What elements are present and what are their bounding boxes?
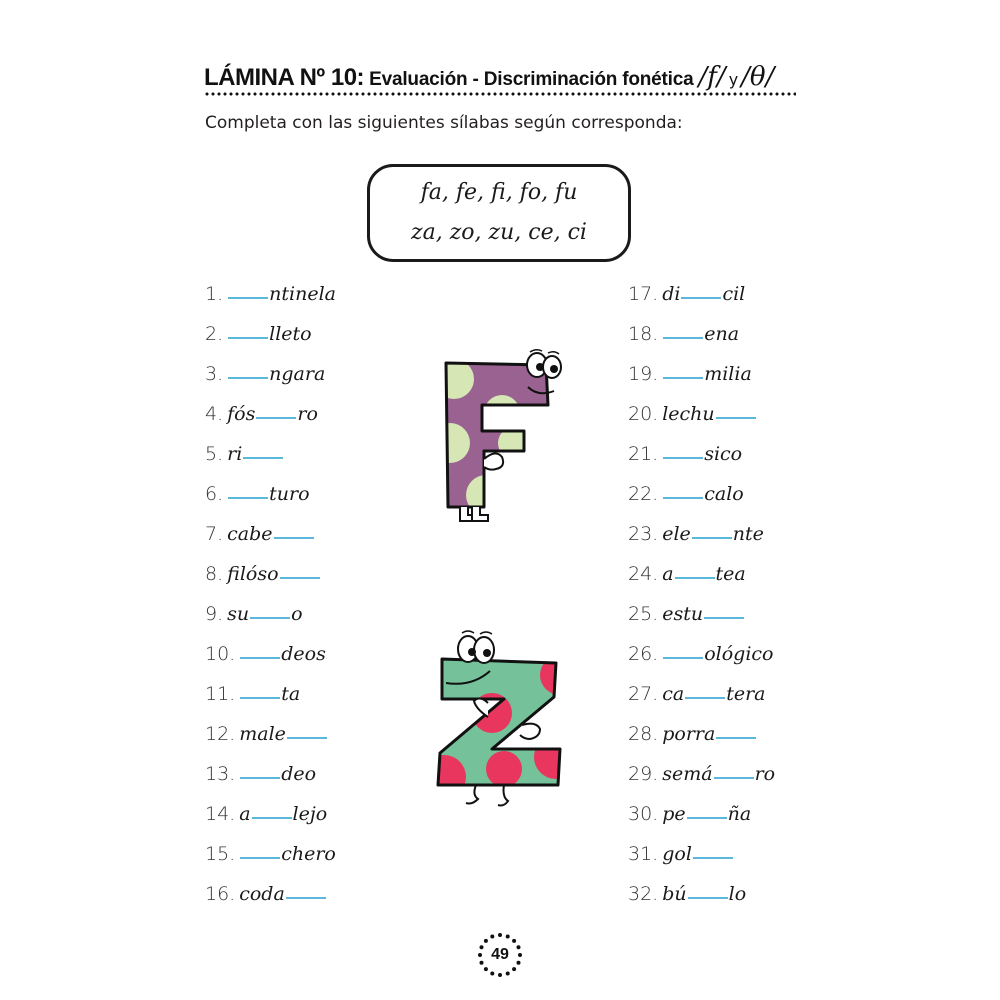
word-suffix: lejo <box>292 803 328 825</box>
exercise-item <box>628 643 775 683</box>
fill-in-blank[interactable] <box>243 457 283 459</box>
instruction-text: Completa con las siguientes sílabas según corresponda: <box>205 113 683 133</box>
title-sub: Evaluación - Discriminación fonética <box>364 69 699 90</box>
fill-in-blank[interactable] <box>228 337 268 339</box>
phoneme-join: y <box>728 70 739 89</box>
fill-in-blank[interactable] <box>228 297 268 299</box>
phoneme-f: /f/ <box>698 62 726 92</box>
exercise-item <box>628 723 775 763</box>
word-suffix: ológico <box>704 643 774 665</box>
fill-in-blank[interactable] <box>252 817 292 819</box>
exercise-number: 32. <box>628 883 659 905</box>
exercise-item <box>205 803 336 843</box>
exercise-number: 24. <box>628 563 659 585</box>
word-prefix: cabe <box>227 523 273 545</box>
word-suffix: ta <box>281 683 301 705</box>
fill-in-blank[interactable] <box>240 777 280 779</box>
word-suffix: calo <box>704 483 744 505</box>
letter-f-character-icon <box>440 345 570 525</box>
syllable-box <box>367 164 631 262</box>
exercise-number: 13. <box>205 763 236 785</box>
word-suffix: cil <box>722 283 746 305</box>
fill-in-blank[interactable] <box>663 657 703 659</box>
exercise-item <box>205 443 336 483</box>
exercise-item <box>628 483 775 523</box>
exercise-number: 10. <box>205 643 236 665</box>
exercise-item <box>628 763 775 803</box>
syllables-z: za, zo, zu, ce, ci <box>411 220 587 245</box>
word-prefix: semá <box>662 763 713 785</box>
fill-in-blank[interactable] <box>287 737 327 739</box>
fill-in-blank[interactable] <box>663 377 703 379</box>
exercise-item <box>205 643 336 683</box>
exercise-item <box>628 403 775 443</box>
exercise-item <box>628 283 775 323</box>
exercise-number: 5. <box>205 443 224 465</box>
fill-in-blank[interactable] <box>688 897 728 899</box>
word-suffix: tera <box>726 683 766 705</box>
word-prefix: male <box>239 723 286 745</box>
word-prefix: ele <box>662 523 691 545</box>
exercise-list-left <box>205 283 336 923</box>
word-suffix: o <box>291 603 303 625</box>
fill-in-blank[interactable] <box>716 737 756 739</box>
fill-in-blank[interactable] <box>228 377 268 379</box>
exercise-number: 6. <box>205 483 224 505</box>
fill-in-blank[interactable] <box>716 417 756 419</box>
exercise-item <box>628 803 775 843</box>
dotted-divider <box>204 92 796 96</box>
word-prefix: di <box>662 283 681 305</box>
exercise-item <box>205 843 336 883</box>
letter-z-character-icon <box>432 625 572 815</box>
fill-in-blank[interactable] <box>286 897 326 899</box>
exercise-item <box>205 683 336 723</box>
fill-in-blank[interactable] <box>240 857 280 859</box>
exercise-number: 3. <box>205 363 224 385</box>
exercise-item <box>628 323 775 363</box>
syllables-f: fa, fe, fi, fo, fu <box>420 180 578 205</box>
exercise-number: 1. <box>205 283 224 305</box>
word-suffix: ntinela <box>269 283 336 305</box>
word-prefix: su <box>227 603 250 625</box>
word-prefix: porra <box>662 723 716 745</box>
word-suffix: deos <box>281 643 326 665</box>
fill-in-blank[interactable] <box>693 857 733 859</box>
exercise-number: 21. <box>628 443 659 465</box>
exercise-item <box>628 363 775 403</box>
word-suffix: nte <box>732 523 764 545</box>
page-title <box>204 62 774 92</box>
exercise-number: 17. <box>628 283 659 305</box>
word-prefix: filóso <box>227 563 279 585</box>
exercise-number: 16. <box>205 883 236 905</box>
word-suffix: ngara <box>269 363 326 385</box>
fill-in-blank[interactable] <box>663 497 703 499</box>
exercise-number: 15. <box>205 843 236 865</box>
fill-in-blank[interactable] <box>256 417 296 419</box>
exercise-number: 14. <box>205 803 236 825</box>
word-suffix: deo <box>281 763 317 785</box>
exercise-item <box>205 403 336 443</box>
exercise-number: 11. <box>205 683 236 705</box>
title-main: LÁMINA Nº 10: <box>204 64 365 91</box>
exercise-item <box>205 563 336 603</box>
word-prefix: a <box>239 803 251 825</box>
word-suffix: lleto <box>269 323 312 345</box>
word-suffix: ena <box>704 323 740 345</box>
exercise-number: 7. <box>205 523 224 545</box>
exercise-list-right <box>628 283 775 923</box>
word-suffix: ro <box>297 403 318 425</box>
exercise-number: 23. <box>628 523 659 545</box>
fill-in-blank[interactable] <box>240 657 280 659</box>
fill-in-blank[interactable] <box>675 577 715 579</box>
exercise-item <box>205 323 336 363</box>
exercise-number: 20. <box>628 403 659 425</box>
exercise-number: 8. <box>205 563 224 585</box>
exercise-number: 30. <box>628 803 659 825</box>
word-prefix: fós <box>227 403 256 425</box>
word-prefix: a <box>662 563 674 585</box>
exercise-item <box>628 603 775 643</box>
exercise-number: 9. <box>205 603 224 625</box>
word-prefix: bú <box>662 883 687 905</box>
exercise-item <box>628 563 775 603</box>
fill-in-blank[interactable] <box>685 697 725 699</box>
exercise-item <box>205 723 336 763</box>
page-header <box>204 58 796 98</box>
exercise-number: 28. <box>628 723 659 745</box>
exercise-item <box>205 283 336 323</box>
fill-in-blank[interactable] <box>240 697 280 699</box>
exercise-number: 31. <box>628 843 659 865</box>
exercise-item <box>205 483 336 523</box>
fill-in-blank[interactable] <box>692 537 732 539</box>
exercise-item <box>628 443 775 483</box>
word-prefix: estu <box>662 603 704 625</box>
word-prefix: pe <box>662 803 686 825</box>
word-suffix: sico <box>704 443 743 465</box>
exercise-number: 29. <box>628 763 659 785</box>
exercise-number: 4. <box>205 403 224 425</box>
exercise-number: 2. <box>205 323 224 345</box>
exercise-item <box>628 523 775 563</box>
exercise-item <box>628 843 775 883</box>
exercise-number: 19. <box>628 363 659 385</box>
exercise-number: 22. <box>628 483 659 505</box>
word-suffix: ro <box>754 763 776 785</box>
word-prefix: ca <box>662 683 685 705</box>
exercise-item <box>628 883 775 923</box>
fill-in-blank[interactable] <box>280 577 320 579</box>
word-suffix: tea <box>715 563 746 585</box>
fill-in-blank[interactable] <box>704 617 744 619</box>
exercise-number: 27. <box>628 683 659 705</box>
word-prefix: coda <box>239 883 285 905</box>
fill-in-blank[interactable] <box>663 337 703 339</box>
fill-in-blank[interactable] <box>250 617 290 619</box>
word-prefix: gol <box>662 843 692 865</box>
page-number <box>477 932 523 978</box>
word-suffix: lo <box>728 883 747 905</box>
exercise-item <box>205 763 336 803</box>
word-suffix: turo <box>269 483 310 505</box>
exercise-number: 26. <box>628 643 659 665</box>
exercise-number: 12. <box>205 723 236 745</box>
exercise-item <box>205 363 336 403</box>
phoneme-theta: /θ/ <box>741 62 775 92</box>
exercise-item <box>205 883 336 923</box>
word-prefix: lechu <box>662 403 715 425</box>
fill-in-blank[interactable] <box>714 777 754 779</box>
word-suffix: chero <box>281 843 336 865</box>
fill-in-blank[interactable] <box>274 537 314 539</box>
exercise-item <box>205 603 336 643</box>
page-number-text: 49 <box>491 946 509 963</box>
exercise-number: 18. <box>628 323 659 345</box>
fill-in-blank[interactable] <box>228 497 268 499</box>
exercise-number: 25. <box>628 603 659 625</box>
fill-in-blank[interactable] <box>687 817 727 819</box>
exercise-item <box>628 683 775 723</box>
word-suffix: milia <box>704 363 752 385</box>
exercise-item <box>205 523 336 563</box>
word-prefix: ri <box>227 443 243 465</box>
fill-in-blank[interactable] <box>663 457 703 459</box>
fill-in-blank[interactable] <box>681 297 721 299</box>
word-suffix: ña <box>727 803 752 825</box>
